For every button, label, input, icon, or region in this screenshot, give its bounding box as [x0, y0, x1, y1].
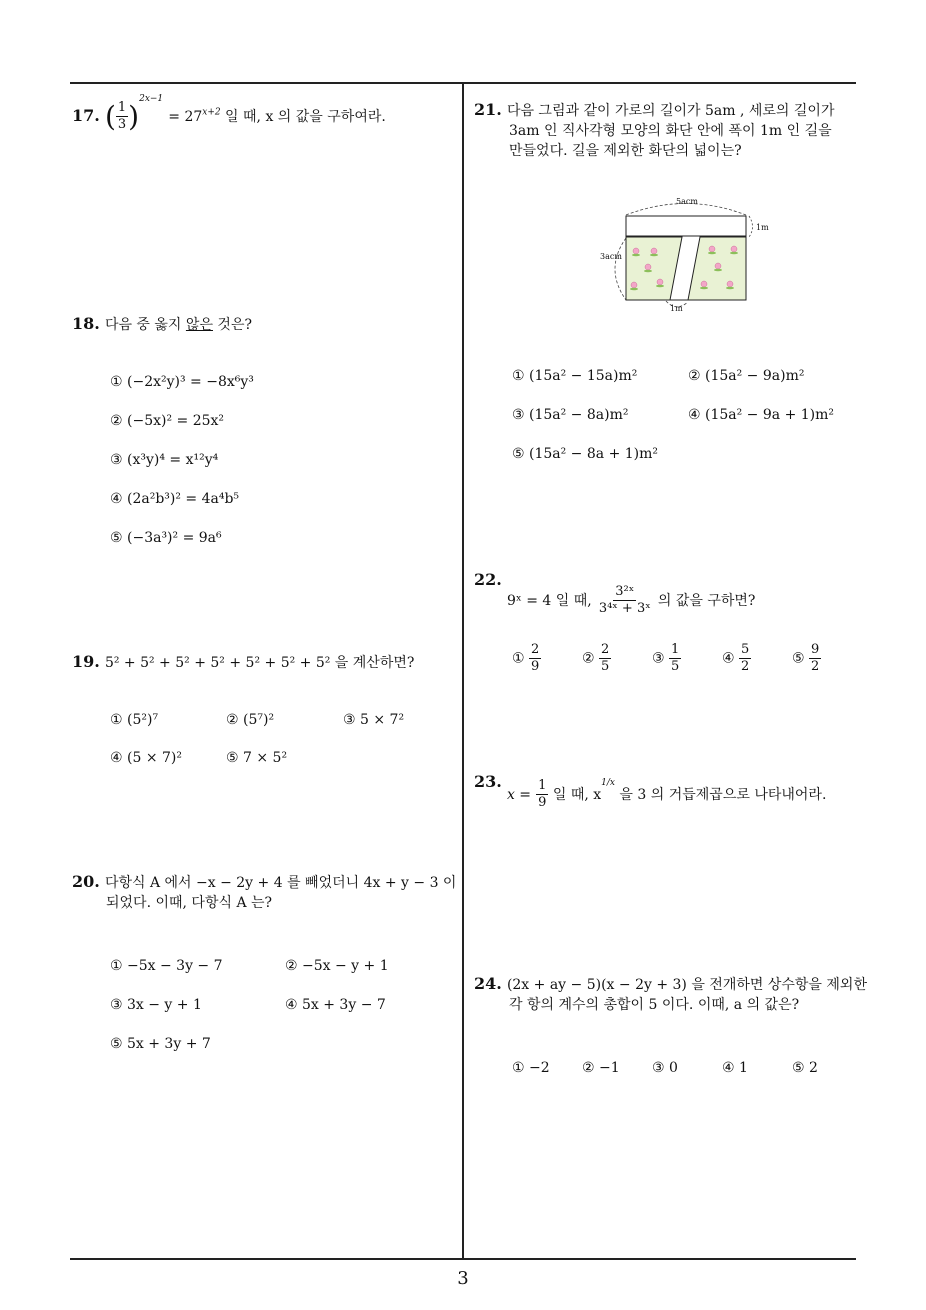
column-divider: [462, 82, 464, 1259]
question-20: [72, 872, 462, 912]
option-1[interactable]: ① −2: [512, 1060, 550, 1076]
question-22: [474, 570, 756, 616]
option-1[interactable]: ① −5x − 3y − 7: [110, 958, 223, 974]
question-text: x =: [506, 787, 532, 803]
question-number: 23.: [474, 772, 502, 791]
option-5[interactable]: ⑤ (15a² − 8a + 1)m²: [512, 446, 659, 462]
question-text-end: 의 값을 구하면?: [657, 593, 756, 609]
option-2[interactable]: ② (5⁷)²: [226, 712, 275, 728]
option-2[interactable]: ② (−5x)² = 25x²: [110, 413, 225, 429]
option-3[interactable]: ③ 3x − y + 1: [110, 997, 202, 1013]
option-1[interactable]: ① (5²)⁷: [110, 712, 159, 728]
question-number: 17.: [72, 106, 100, 125]
option-4[interactable]: ④ $\frac{5}{2}$: [722, 642, 750, 674]
option-4[interactable]: ④ (5 × 7)²: [110, 750, 182, 766]
option-4[interactable]: ④ (2a²b³)² = 4a⁴b⁵: [110, 491, 240, 507]
option-2[interactable]: ② $\frac{2}{5}$: [582, 642, 610, 674]
option-5[interactable]: ⑤ (−3a³)² = 9a⁶: [110, 530, 222, 546]
x-fraction: $\frac{1}{9}$: [538, 778, 547, 810]
option-4[interactable]: ④ 1: [722, 1060, 748, 1076]
garden-figure: [596, 194, 776, 318]
question-number: 20.: [72, 872, 100, 891]
fig-label-top: 5acm: [676, 197, 698, 206]
question-text: 9ˣ = 4 일 때,: [506, 593, 592, 609]
option-1[interactable]: ① (−2x²y)³ = −8x⁶y³: [110, 374, 254, 390]
option-2[interactable]: ② (15a² − 9a)m²: [688, 368, 805, 384]
underlined-word: 않은: [185, 317, 213, 333]
option-4[interactable]: ④ (15a² − 9a + 1)m²: [688, 407, 835, 423]
question-text-end: 것은?: [212, 317, 252, 333]
question-number: 18.: [72, 314, 100, 333]
question-17: 17. ( $\frac{1}{3}$ )$^{2x-1} = 27^{x+2}$ 일 때, x 의 값을 구하여라.: [72, 93, 386, 133]
garden-diagram: [596, 194, 776, 318]
base-fraction: $\frac{1}{3}$: [117, 100, 127, 132]
option-3[interactable]: ③ 5 × 7²: [343, 712, 405, 728]
option-2[interactable]: ② −1: [582, 1060, 620, 1076]
question-24: [474, 974, 874, 1014]
question-text-line1: (2x + ay − 5)(x − 2y + 3) 을 전개하면 상수항을 제외한: [506, 977, 867, 993]
fig-label-right: 1m: [756, 223, 769, 232]
question-23: [474, 772, 827, 810]
option-5[interactable]: ⑤ 2: [792, 1060, 818, 1076]
question-18: [72, 314, 252, 334]
bottom-rule: [70, 1258, 856, 1260]
question-text-line2: 되었다. 이때, 다항식 A 는?: [106, 895, 273, 911]
option-1[interactable]: ① $\frac{2}{9}$: [512, 642, 540, 674]
question-number: 22.: [474, 570, 502, 589]
question-text-line2: 각 항의 계수의 총합이 5 이다. 이때, a 의 값은?: [509, 997, 800, 1013]
question-number: 21.: [474, 100, 502, 119]
question-text: 다음 중 옳지: [104, 317, 186, 333]
option-3[interactable]: ③ 0: [652, 1060, 678, 1076]
option-5[interactable]: ⑤ 7 × 5²: [226, 750, 288, 766]
exponent: 2x−1: [139, 93, 164, 104]
question-text-mid: 일 때, x: [548, 787, 602, 803]
rhs: = 27: [168, 109, 203, 125]
question-21: [474, 100, 864, 160]
question-text: 일 때, x 의 값을 구하여라.: [220, 109, 386, 125]
option-3[interactable]: ③ (15a² − 8a)m²: [512, 407, 629, 423]
fig-label-bottom: 1m: [670, 304, 683, 313]
question-text-end: 을 3 의 거듭제곱으로 나타내어라.: [614, 787, 827, 803]
question-number: 19.: [72, 652, 100, 671]
page-number: 3: [457, 1268, 469, 1289]
question-text-line1: 다항식 A 에서 −x − 2y + 4 를 빼었더니 4x + y − 3 이: [104, 875, 457, 891]
question-text-line2: 3am 인 직사각형 모양의 화단 안에 폭이 1m 인 길을: [509, 123, 832, 139]
exponent: 1/x: [601, 777, 615, 788]
option-5[interactable]: ⑤ $\frac{9}{2}$: [792, 642, 820, 674]
option-2[interactable]: ② −5x − y + 1: [285, 958, 389, 974]
option-5[interactable]: ⑤ 5x + 3y + 7: [110, 1036, 211, 1052]
question-number: 24.: [474, 974, 502, 993]
option-4[interactable]: ④ 5x + 3y − 7: [285, 997, 386, 1013]
option-3[interactable]: ③ (x³y)⁴ = x¹²y⁴: [110, 452, 219, 468]
option-1[interactable]: ① (15a² − 15a)m²: [512, 368, 638, 384]
question-text-line3: 만들었다. 길을 제외한 화단의 넓이는?: [509, 143, 742, 159]
question-text-line1: 다음 그림과 같이 가로의 길이가 5am , 세로의 길이가: [506, 103, 835, 119]
option-3[interactable]: ③ $\frac{1}{5}$: [652, 642, 680, 674]
question-text: 5² + 5² + 5² + 5² + 5² + 5² + 5² 을 계산하면?: [104, 655, 415, 671]
question-19: [72, 652, 414, 672]
expression-fraction: $\frac{\text{3²ˣ}}{\text{3⁴ˣ + 3ˣ}}$: [598, 584, 651, 616]
rhs-exponent: x+2: [202, 107, 221, 118]
fig-label-left: 3acm: [600, 252, 622, 261]
